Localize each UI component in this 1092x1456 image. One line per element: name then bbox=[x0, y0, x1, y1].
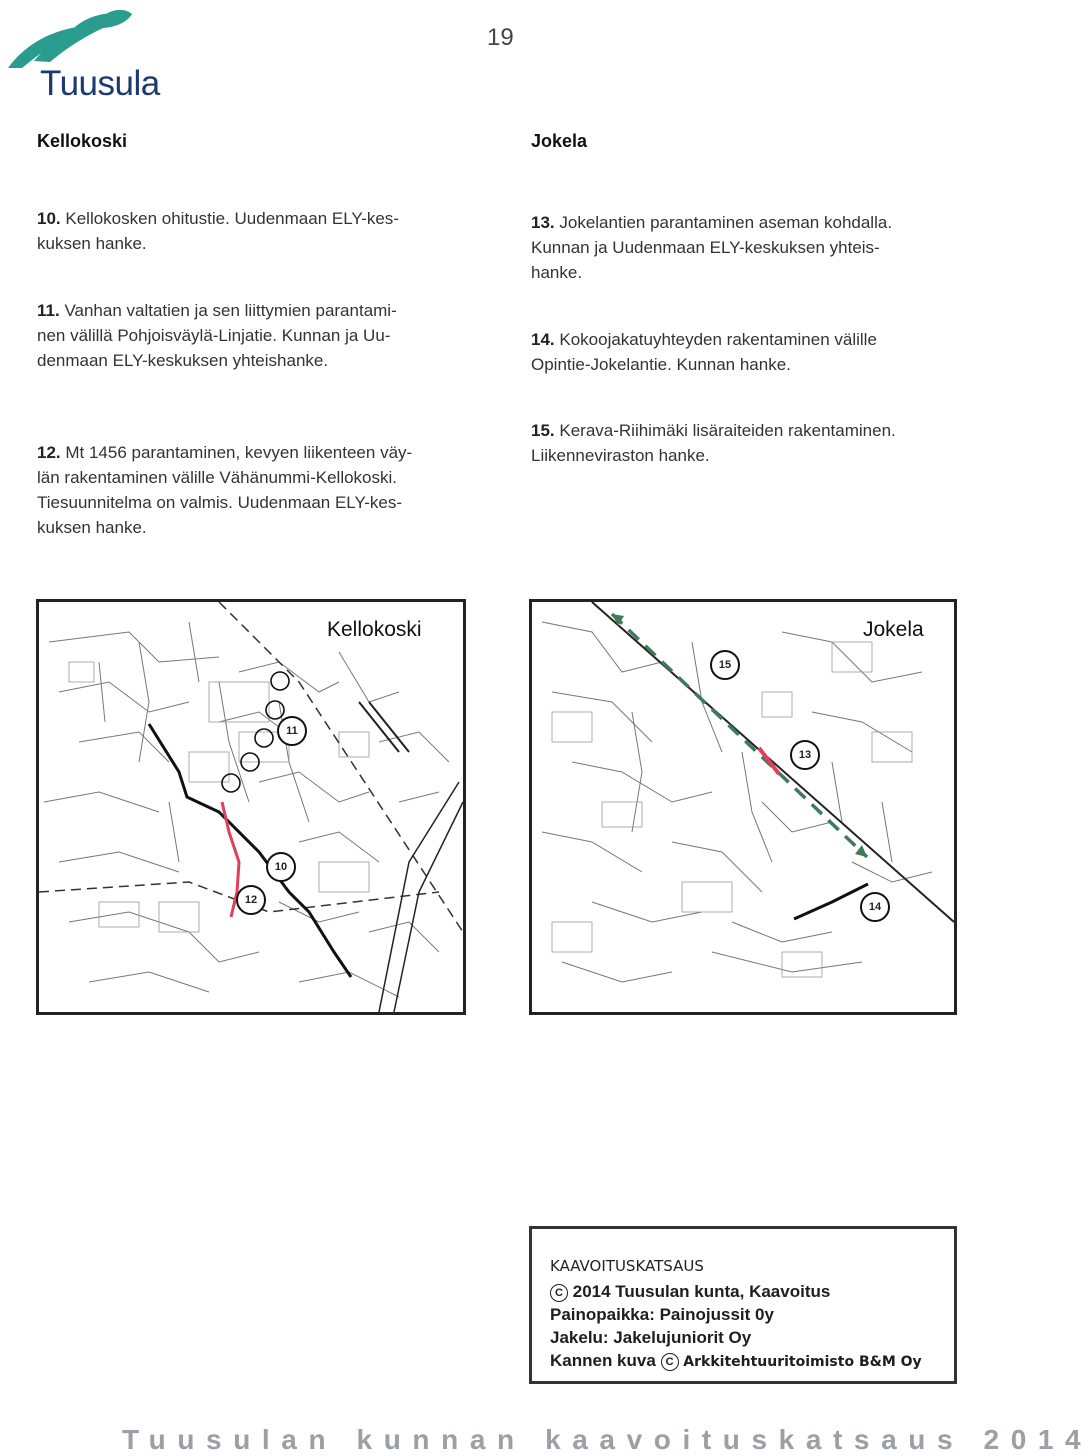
marker-13: 13 bbox=[790, 740, 820, 770]
jokela-map bbox=[529, 599, 957, 1015]
project-10: 10. Kellokosken ohitustie. Uudenmaan ELY-kes- kuksen hanke. bbox=[37, 209, 399, 253]
marker-11: 11 bbox=[277, 716, 307, 746]
kellokoski-map-title: Kellokoski bbox=[327, 618, 422, 641]
marker-10: 10 bbox=[266, 852, 296, 882]
collector-street-line bbox=[794, 884, 868, 919]
logo-text: Tuusula bbox=[40, 64, 160, 103]
marker-14: 14 bbox=[860, 892, 890, 922]
marker-15: 15 bbox=[710, 650, 740, 680]
project-13: 13. Jokelantien parantaminen aseman kohdalla. Kunnan ja Uudenmaan ELY-keskuksen yhteis- hanke. bbox=[531, 213, 893, 282]
footer-title: Tuusulan kunnan kaavoituskatsaus 2014 bbox=[122, 1424, 1092, 1455]
station-road-line bbox=[759, 748, 779, 774]
colophon-distribution: Jakelu: Jakelujuniorit Oy bbox=[550, 1328, 752, 1347]
kellokoski-map bbox=[36, 599, 466, 1015]
colophon-printer: Painopaikka: Painojussit 0y bbox=[550, 1305, 774, 1324]
project-11: 11. Vanhan valtatien ja sen liittymien parantami- nen välillä Pohjoisväylä-Linjatie. Kunnan ja Uu- denmaan ELY-keskuksen yhteishanke. bbox=[37, 301, 397, 370]
jokela-map-drawing bbox=[532, 602, 954, 1012]
kellokoski-map-drawing bbox=[39, 602, 463, 1012]
colophon-cover-photo: Kannen kuva C Arkkitehtuuritoimisto B&M Oy bbox=[550, 1351, 922, 1370]
jokela-map-title: Jokela bbox=[863, 618, 924, 641]
colophon-copyright: C 2014 Tuusulan kunta, Kaavoitus bbox=[550, 1282, 830, 1302]
rail-upgrade-line bbox=[612, 614, 867, 857]
colophon-heading: KAAVOITUSKATSAUS bbox=[550, 1257, 704, 1275]
kellokoski-heading: Kellokoski bbox=[37, 131, 128, 151]
copyright-icon: C bbox=[550, 1284, 568, 1302]
page-number: 19 bbox=[487, 24, 514, 51]
project-15: 15. Kerava-Riihimäki lisäraiteiden rakentaminen. Liikenneviraston hanke. bbox=[531, 421, 896, 465]
project-14: 14. Kokoojakatuyhteyden rakentaminen välille Opintie-Jokelantie. Kunnan hanke. bbox=[531, 330, 877, 374]
copyright-icon: C bbox=[661, 1353, 679, 1371]
jokela-heading: Jokela bbox=[531, 131, 588, 151]
project-12: 12. Mt 1456 parantaminen, kevyen liikenteen väy- län rakentaminen välille Vähänummi-Kellokoski. Tiesuunnitelma on valmis. Uudenmaan ELY-kes- kuksen hanke. bbox=[37, 443, 413, 537]
colophon-box bbox=[529, 1226, 957, 1384]
marker-12: 12 bbox=[236, 885, 266, 915]
